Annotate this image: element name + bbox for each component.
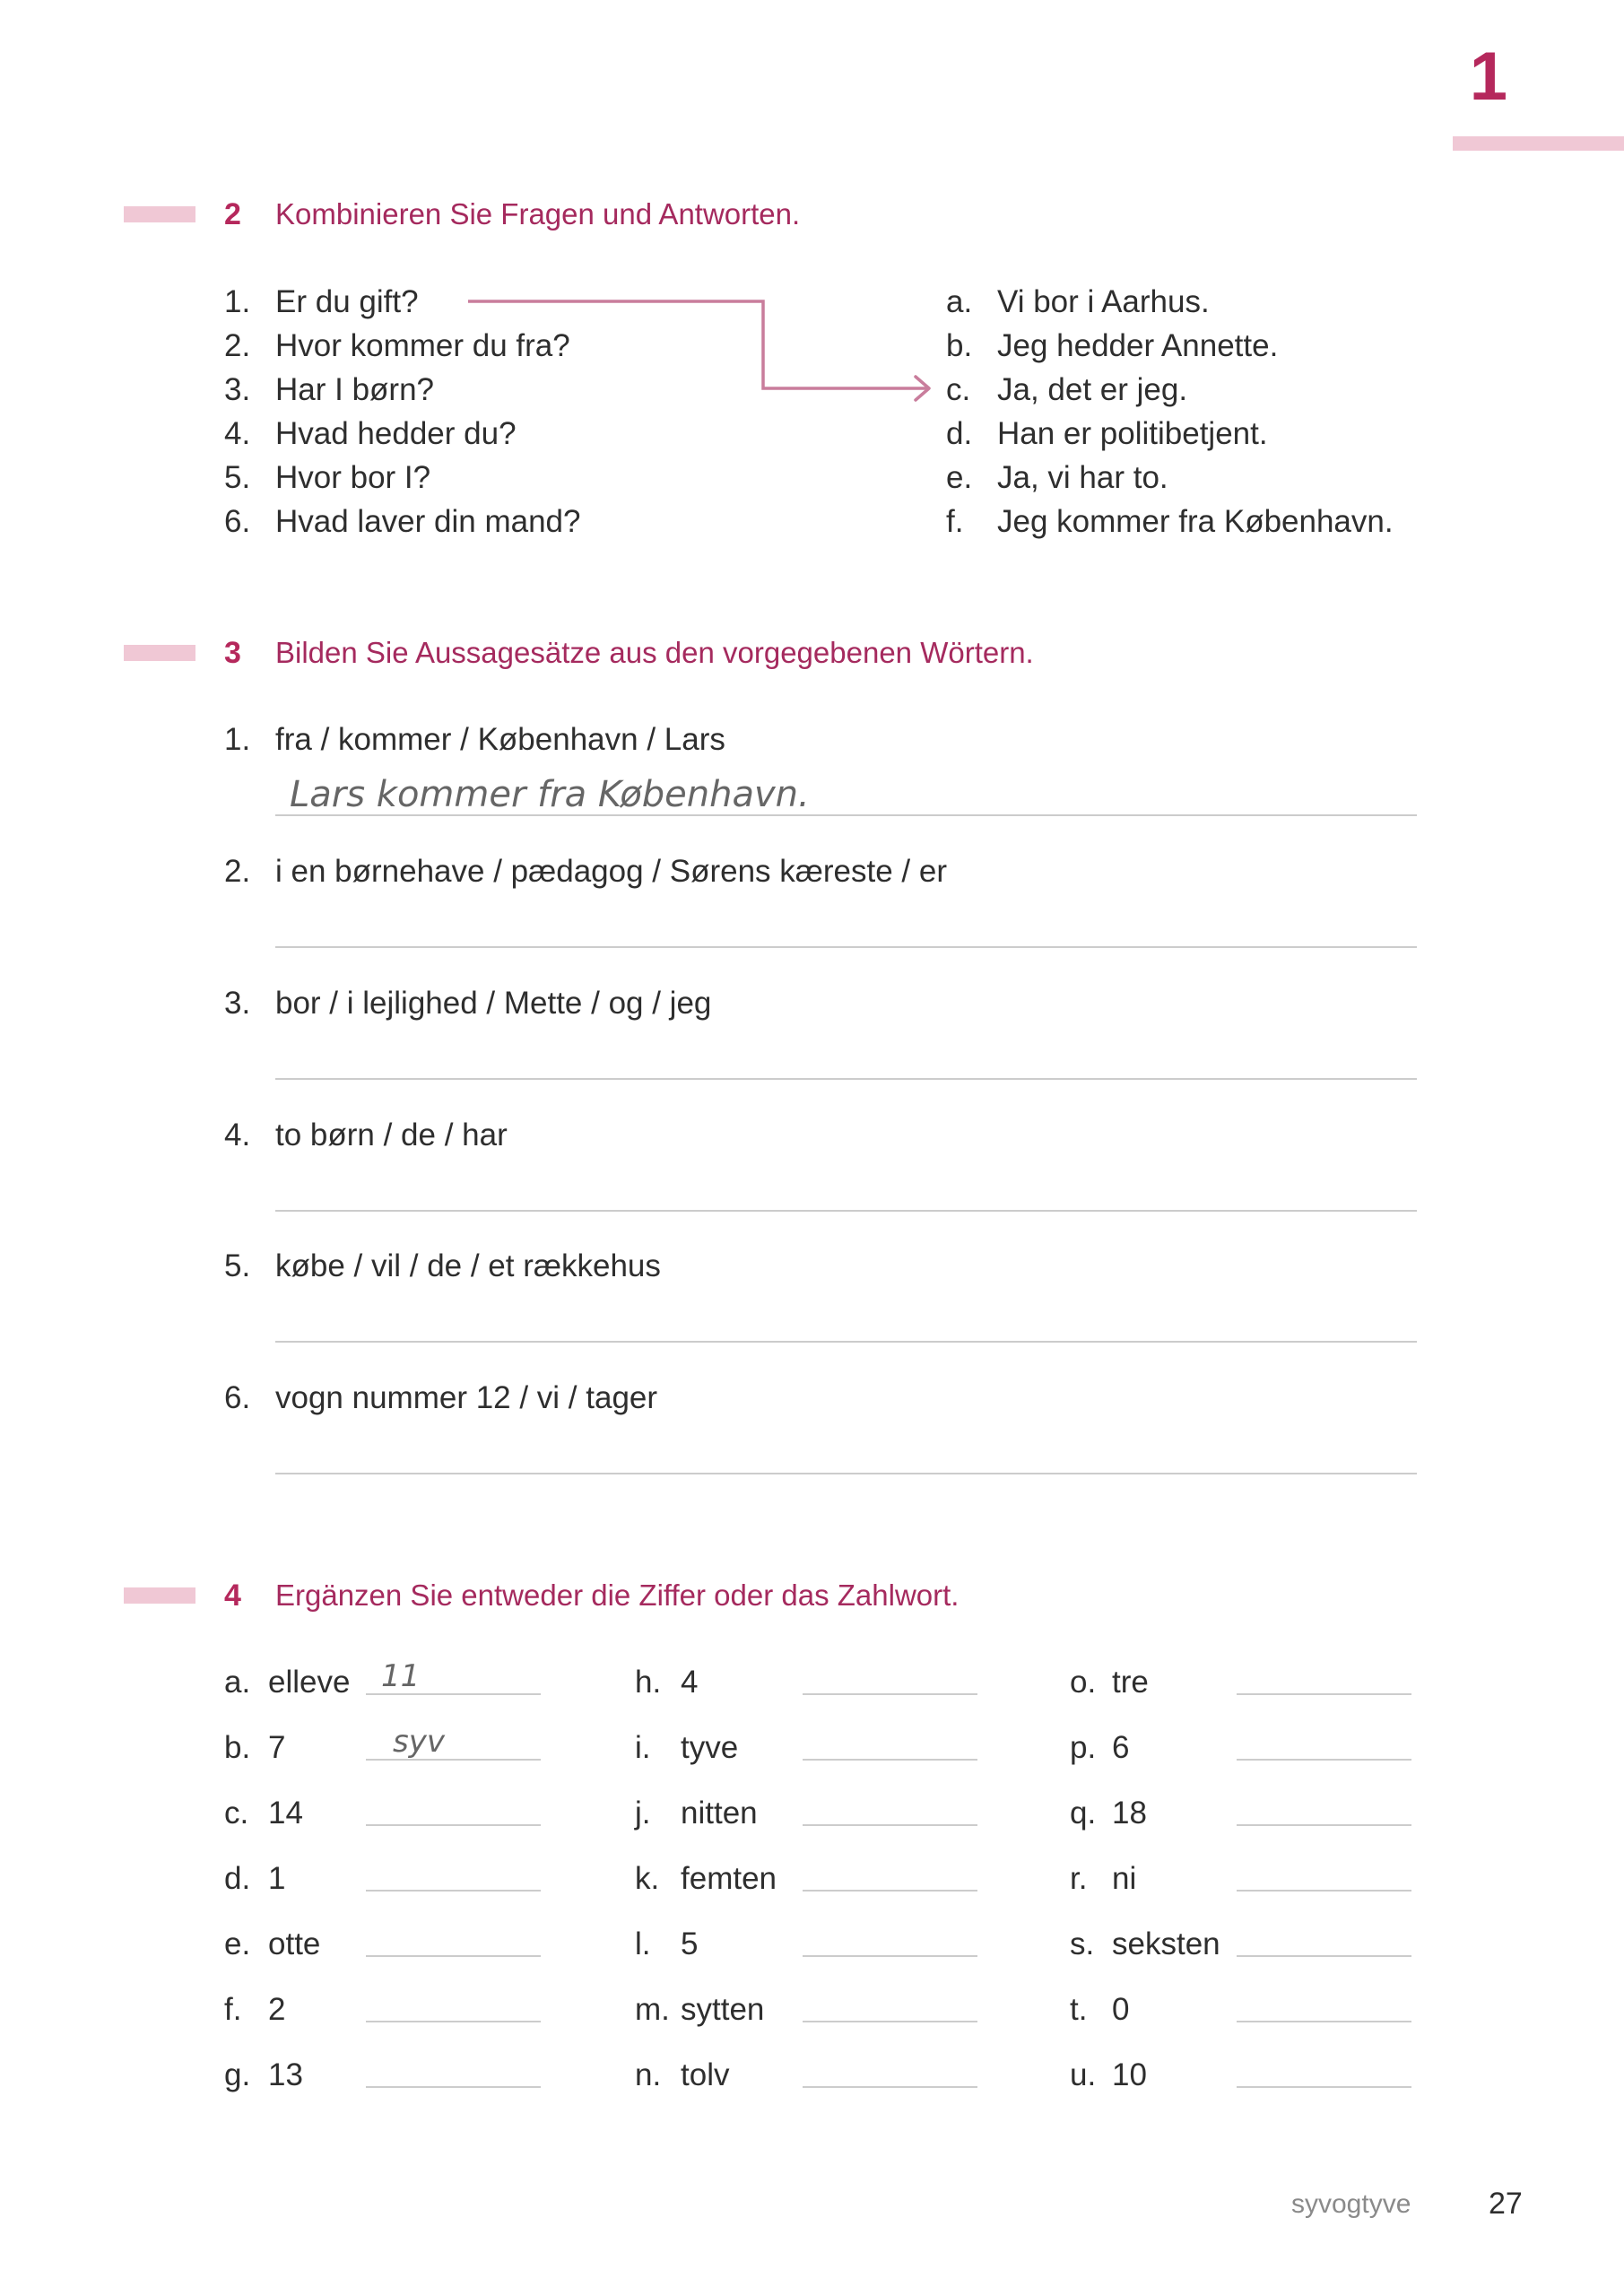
question-label: 2.: [224, 328, 251, 363]
item-label: a.: [224, 1665, 251, 1700]
exercise-title: Ergänzen Sie entweder die Ziffer oder das Zahlwort.: [275, 1578, 960, 1612]
item-label: k.: [635, 1861, 660, 1896]
item-prompt: bor / i lejlighed / Mette / og / jeg: [275, 986, 712, 1021]
answer-text: Vi bor i Aarhus.: [997, 284, 1210, 319]
item-label: p.: [1070, 1730, 1097, 1765]
item-label: m.: [635, 1992, 670, 2027]
write-line[interactable]: [275, 1210, 1417, 1212]
item-prompt: tre: [1112, 1665, 1149, 1700]
write-line[interactable]: [1237, 2021, 1411, 2022]
item-prompt: elleve: [268, 1665, 351, 1700]
exercise-title: Kombinieren Sie Fragen und Antworten.: [275, 197, 801, 230]
answer-label: e.: [946, 460, 973, 495]
write-line[interactable]: [803, 2021, 977, 2022]
item-prompt: 2: [268, 1992, 286, 2027]
answer-text: Jeg hedder Annette.: [997, 328, 1279, 363]
item-prompt: femten: [681, 1861, 777, 1896]
answer-label: f.: [946, 504, 964, 539]
item-prompt: to børn / de / har: [275, 1118, 508, 1152]
write-line[interactable]: [366, 1955, 541, 1957]
item-prompt: 0: [1112, 1992, 1130, 2027]
item-prompt: 14: [268, 1796, 303, 1831]
write-line[interactable]: [1237, 1759, 1411, 1761]
example-arrow: [0, 0, 1624, 628]
question-label: 6.: [224, 504, 251, 539]
page-number-word: syvogtyve: [1291, 2189, 1411, 2219]
handwritten-answer[interactable]: 11: [381, 1658, 421, 1694]
chapter-number: 1: [1469, 39, 1507, 115]
item-prompt: 5: [681, 1926, 699, 1961]
arrow-connector: [468, 301, 927, 388]
question-text: Hvor bor I?: [275, 460, 431, 495]
exercise-bar: [124, 1587, 195, 1604]
answer-text: Ja, vi har to.: [997, 460, 1168, 495]
item-label: l.: [635, 1926, 651, 1961]
item-label: 1.: [224, 722, 251, 757]
item-prompt: nitten: [681, 1796, 758, 1831]
write-line[interactable]: [803, 1890, 977, 1892]
write-line[interactable]: [366, 2086, 541, 2088]
question-text: Har I børn?: [275, 372, 434, 407]
item-label: u.: [1070, 2057, 1097, 2092]
item-label: 5.: [224, 1248, 251, 1283]
item-prompt: 4: [681, 1665, 699, 1700]
page-number: 27: [1489, 2187, 1523, 2221]
answer-text: Ja, det er jeg.: [997, 372, 1188, 407]
item-prompt: seksten: [1112, 1926, 1220, 1961]
write-line[interactable]: [275, 946, 1417, 948]
item-label: c.: [224, 1796, 249, 1831]
handwritten-answer[interactable]: Lars kommer fra København.: [290, 774, 810, 815]
item-label: i.: [635, 1730, 651, 1765]
question-label: 1.: [224, 284, 251, 319]
question-text: Hvor kommer du fra?: [275, 328, 570, 363]
item-label: 2.: [224, 854, 251, 889]
item-label: f.: [224, 1992, 242, 2027]
write-line[interactable]: [1237, 1890, 1411, 1892]
item-label: d.: [224, 1861, 251, 1896]
question-label: 3.: [224, 372, 251, 407]
write-line[interactable]: [366, 1890, 541, 1892]
exercise-bar: [124, 645, 195, 661]
write-line[interactable]: [275, 1078, 1417, 1080]
item-prompt: tolv: [681, 2057, 730, 2092]
item-label: 3.: [224, 986, 251, 1021]
item-label: j.: [635, 1796, 651, 1831]
write-line[interactable]: [366, 1824, 541, 1826]
item-label: h.: [635, 1665, 662, 1700]
item-label: 4.: [224, 1118, 251, 1152]
write-line[interactable]: [366, 2021, 541, 2022]
answer-text: Jeg kommer fra København.: [997, 504, 1394, 539]
item-label: g.: [224, 2057, 251, 2092]
write-line[interactable]: [1237, 1693, 1411, 1695]
item-label: n.: [635, 2057, 662, 2092]
item-prompt: 7: [268, 1730, 286, 1765]
exercise-number: 4: [224, 1578, 241, 1613]
write-line[interactable]: [803, 1824, 977, 1826]
question-label: 5.: [224, 460, 251, 495]
item-prompt: sytten: [681, 1992, 765, 2027]
item-label: e.: [224, 1926, 251, 1961]
exercise-title: Bilden Sie Aussagesätze aus den vorgegebenen Wörtern.: [275, 636, 1034, 669]
item-label: b.: [224, 1730, 251, 1765]
item-prompt: 18: [1112, 1796, 1147, 1831]
write-line[interactable]: [275, 1473, 1417, 1474]
item-prompt: købe / vil / de / et rækkehus: [275, 1248, 661, 1283]
answer-label: d.: [946, 416, 973, 451]
item-label: s.: [1070, 1926, 1095, 1961]
question-label: 4.: [224, 416, 251, 451]
item-prompt: ni: [1112, 1861, 1137, 1896]
write-line[interactable]: [275, 814, 1417, 816]
item-prompt: 13: [268, 2057, 303, 2092]
exercise-number: 3: [224, 636, 241, 670]
item-label: t.: [1070, 1992, 1088, 2027]
item-prompt: fra / kommer / København / Lars: [275, 722, 725, 757]
answer-text: Han er politibetjent.: [997, 416, 1268, 451]
write-line[interactable]: [1237, 1955, 1411, 1957]
answer-label: c.: [946, 372, 971, 407]
write-line[interactable]: [803, 1759, 977, 1761]
item-label: r.: [1070, 1861, 1088, 1896]
write-line[interactable]: [1237, 1824, 1411, 1826]
item-label: o.: [1070, 1665, 1097, 1700]
write-line[interactable]: [366, 1693, 541, 1695]
item-prompt: tyve: [681, 1730, 739, 1765]
question-text: Er du gift?: [275, 284, 419, 319]
write-line[interactable]: [366, 1759, 541, 1761]
item-prompt: 6: [1112, 1730, 1130, 1765]
item-prompt: 1: [268, 1861, 286, 1896]
write-line[interactable]: [1237, 2086, 1411, 2088]
write-line[interactable]: [275, 1341, 1417, 1343]
exercise-number: 2: [224, 197, 241, 231]
item-prompt: otte: [268, 1926, 321, 1961]
answer-label: b.: [946, 328, 973, 363]
item-prompt: vogn nummer 12 / vi / tager: [275, 1380, 658, 1415]
write-line[interactable]: [803, 1955, 977, 1957]
item-prompt: i en børnehave / pædagog / Sørens kæreste / er: [275, 854, 947, 889]
item-label: q.: [1070, 1796, 1097, 1831]
question-text: Hvad laver din mand?: [275, 504, 581, 539]
item-label: 6.: [224, 1380, 251, 1415]
write-line[interactable]: [803, 2086, 977, 2088]
item-prompt: 10: [1112, 2057, 1147, 2092]
write-line[interactable]: [803, 1693, 977, 1695]
answer-label: a.: [946, 284, 973, 319]
question-text: Hvad hedder du?: [275, 416, 517, 451]
handwritten-answer[interactable]: syv: [393, 1724, 445, 1760]
